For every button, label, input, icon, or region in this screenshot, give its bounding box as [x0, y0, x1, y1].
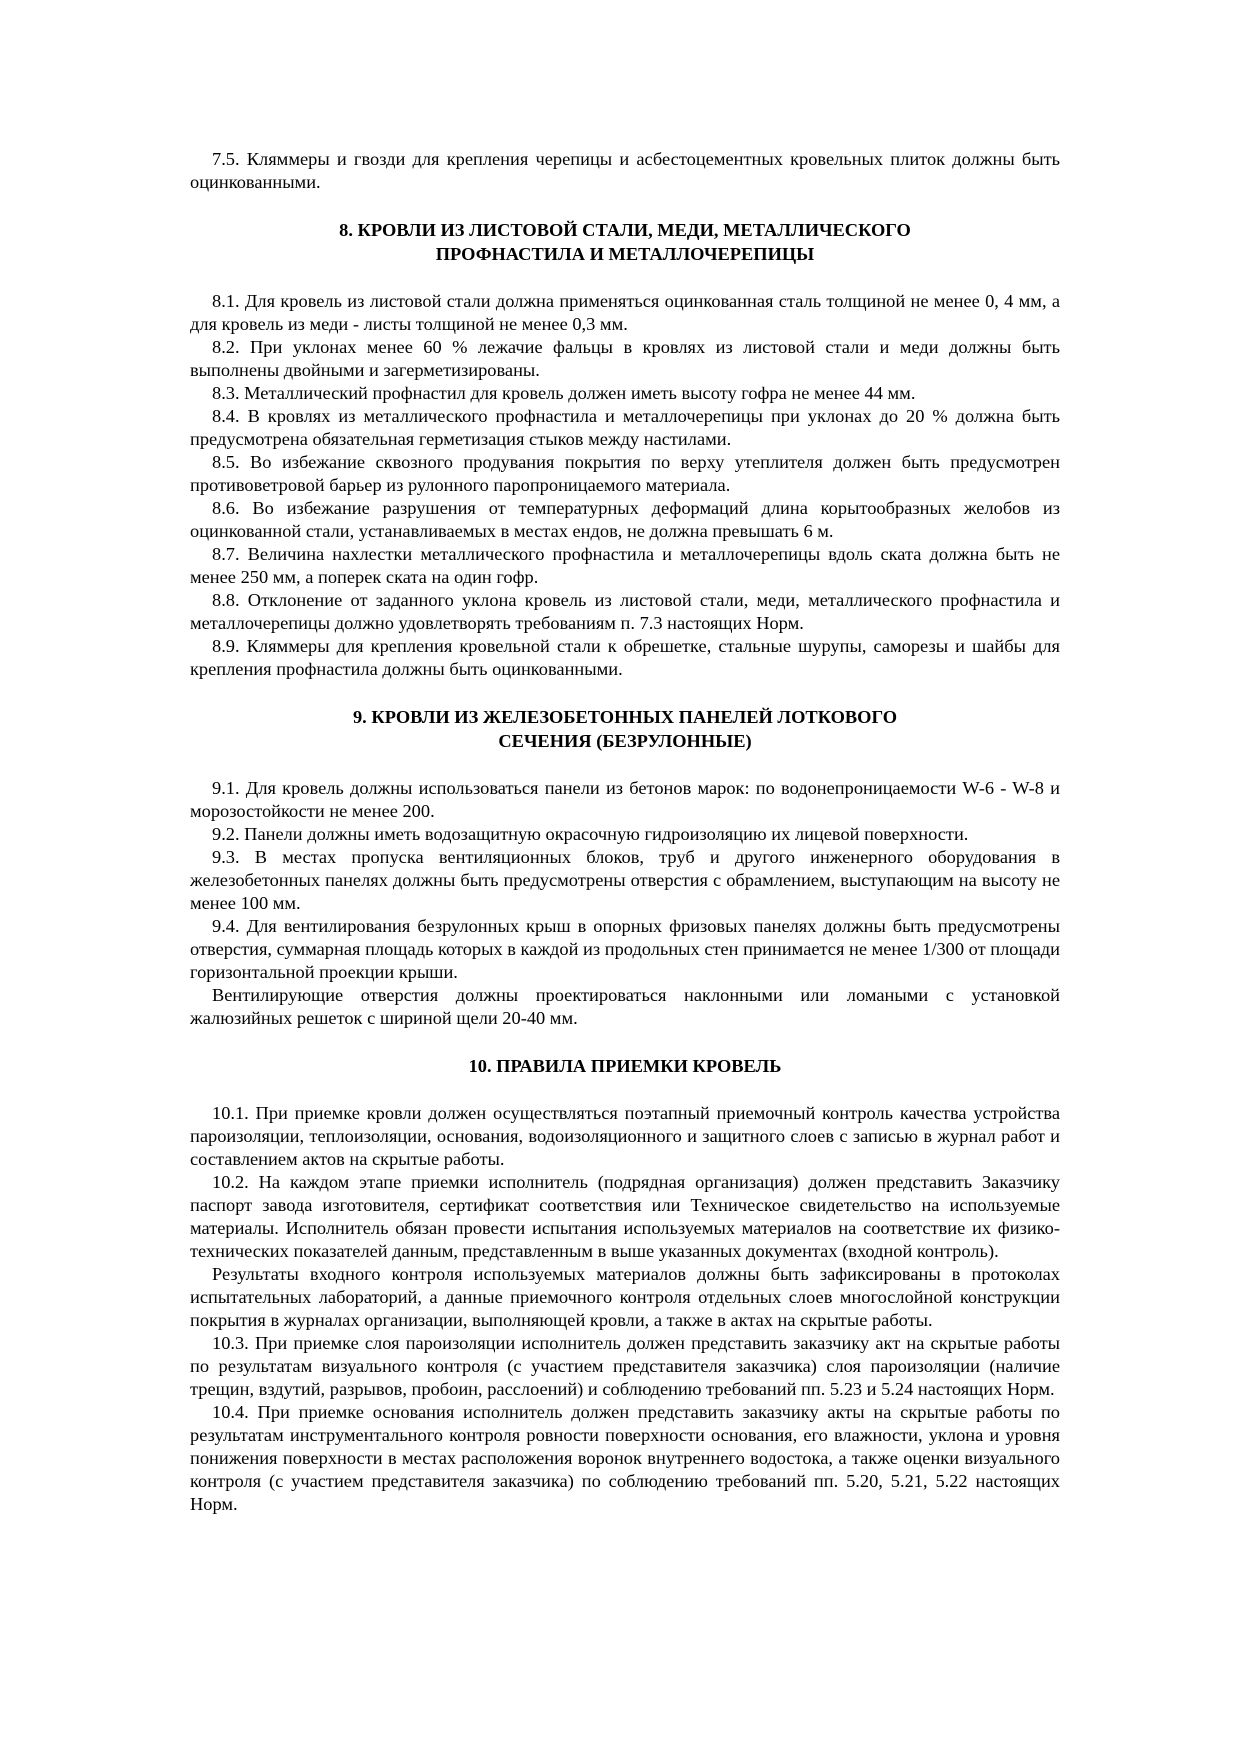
heading-line: СЕЧЕНИЯ (БЕЗРУЛОННЫЕ) [498, 731, 752, 751]
paragraph-10-2-note: Результаты входного контроля используемых материалов должны быть зафиксированы в протоколах испытательных лабораторий, а данные приемочного контроля отдельных слоев многослойной конструкции покрытия в журналах организации, выполняющей кровли, а также в актах на скрытые работы. [190, 1264, 1060, 1330]
paragraph-8-9: 8.9. Кляммеры для крепления кровельной стали к обрешетке, стальные шурупы, саморезы и шайбы для крепления профнастила должны быть оцинкованными. [190, 636, 1060, 679]
paragraph-9-4-note: Вентилирующие отверстия должны проектироваться наклонными или ломаными с установкой жалюзийных решеток с шириной щели 20-40 мм. [190, 985, 1060, 1028]
paragraph-10-2: 10.2. На каждом этапе приемки исполнитель (подрядная организация) должен представить Заказчику паспорт завода изготовителя, сертификат соответствия или Техническое свидетельство на используемые материалы. Исполнитель обязан провести испытания используемых материалов на соответствие их физико-технических показателей данным, представленным в выше указанных документах (входной контроль). [190, 1172, 1060, 1261]
document-page [190, 148, 1060, 1516]
paragraph-7-5: 7.5. Кляммеры и гвозди для крепления черепицы и асбестоцементных кровельных плиток должны быть оцинкованными. [190, 149, 1060, 192]
paragraph-8-6: 8.6. Во избежание разрушения от температурных деформаций длина корытообразных желобов из оцинкованной стали, устанавливаемых в местах ендов, не должна превышать 6 м. [190, 498, 1060, 541]
heading-line: 10. ПРАВИЛА ПРИЕМКИ КРОВЕЛЬ [468, 1056, 782, 1076]
paragraph-10-1: 10.1. При приемке кровли должен осуществляться поэтапный приемочный контроль качества устройства пароизоляции, теплоизоляции, основания, водоизоляционного и защитного слоев с записью в журнал работ и составлением актов на скрытые работы. [190, 1103, 1060, 1169]
heading-line: 9. КРОВЛИ ИЗ ЖЕЛЕЗОБЕТОННЫХ ПАНЕЛЕЙ ЛОТКОВОГО [352, 707, 897, 727]
section-9-heading [190, 705, 1060, 753]
paragraph-8-1: 8.1. Для кровель из листовой стали должна применяться оцинкованная сталь толщиной не менее 0, 4 мм, а для кровель из меди - листы толщиной не менее 0,3 мм. [190, 291, 1060, 334]
paragraph-8-4: 8.4. В кровлях из металлического профнастила и металлочерепицы при уклонах до 20 % должна быть предусмотрена обязательная герметизация стыков между настилами. [190, 406, 1060, 449]
paragraph-8-3: 8.3. Металлический профнастил для кровель должен иметь высоту гофра не менее 44 мм. [212, 383, 916, 403]
heading-line: ПРОФНАСТИЛА И МЕТАЛЛОЧЕРЕПИЦЫ [435, 244, 815, 264]
heading-line: 8. КРОВЛИ ИЗ ЛИСТОВОЙ СТАЛИ, МЕДИ, МЕТАЛЛИЧЕСКОГО [339, 220, 911, 240]
paragraph-8-5: 8.5. Во избежание сквозного продувания покрытия по верху утеплителя должен быть предусмотрен противоветровой барьер из рулонного паропроницаемого материала. [190, 452, 1060, 495]
paragraph-9-3: 9.3. В местах пропуска вентиляционных блоков, труб и другого инженерного оборудования в железобетонных панелях должны быть предусмотрены отверстия с обрамлением, выступающим на высоту не менее 100 мм. [190, 847, 1060, 913]
section-10-heading [190, 1054, 1060, 1078]
section-8-heading [190, 218, 1060, 266]
paragraph-8-8: 8.8. Отклонение от заданного уклона кровель из листовой стали, меди, металлического профнастила и металлочерепицы должно удовлетворять требованиям п. 7.3 настоящих Норм. [190, 590, 1060, 633]
paragraph-8-7: 8.7. Величина нахлестки металлического профнастила и металлочерепицы вдоль ската должна быть не менее 250 мм, а поперек ската на один гофр. [190, 544, 1060, 587]
paragraph-9-4: 9.4. Для вентилирования безрулонных крыш в опорных фризовых панелях должны быть предусмотрены отверстия, суммарная площадь которых в каждой из продольных стен принимается не менее 1/300 от площади горизонтальной проекции крыши. [190, 916, 1060, 982]
paragraph-8-2: 8.2. При уклонах менее 60 % лежачие фальцы в кровлях из листовой стали и меди должны быть выполнены двойными и загерметизированы. [190, 337, 1060, 380]
paragraph-10-3: 10.3. При приемке слоя пароизоляции исполнитель должен представить заказчику акт на скрытые работы по результатам визуального контроля (с участием представителя заказчика) слоя пароизоляции (наличие трещин, вздутий, разрывов, пробоин, расслоений) и соблюдению требований пп. 5.23 и 5.24 настоящих Норм. [190, 1333, 1060, 1399]
paragraph-9-1: 9.1. Для кровель должны использоваться панели из бетонов марок: по водонепроницаемости W-6 - W-8 и морозостойкости не менее 200. [190, 778, 1060, 821]
paragraph-9-2: 9.2. Панели должны иметь водозащитную окрасочную гидроизоляцию их лицевой поверхности. [212, 824, 969, 844]
paragraph-10-4: 10.4. При приемке основания исполнитель должен представить заказчику акты на скрытые работы по результатам инструментального контроля ровности поверхности основания, его влажности, уклона и уровня понижения поверхности в местах расположения воронок внутреннего водостока, а также оценки визуального контроля (с участием представителя заказчика) по соблюдению требований пп. 5.20, 5.21, 5.22 настоящих Норм. [190, 1402, 1060, 1514]
